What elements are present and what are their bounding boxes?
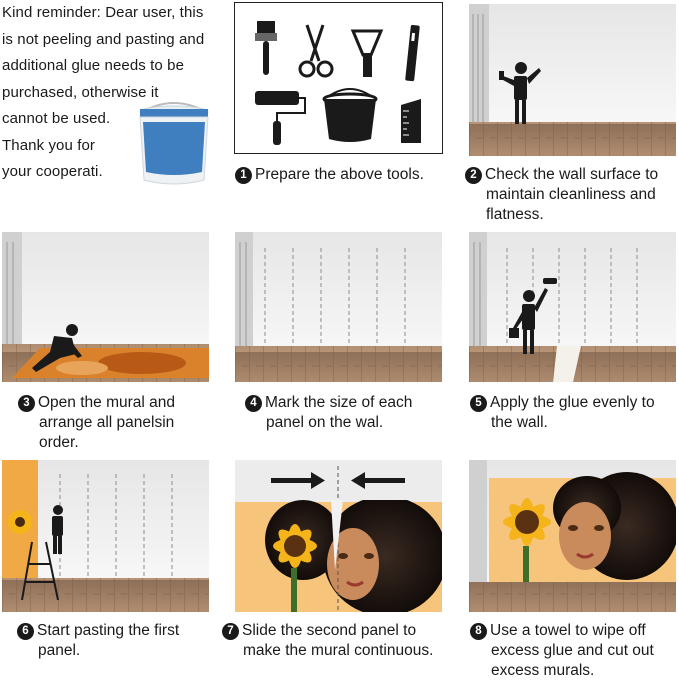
- scraper-icon: [353, 31, 381, 77]
- step-caption-line: Start pasting the first: [37, 622, 180, 639]
- utility-knife-icon: [405, 25, 420, 82]
- step-caption: [470, 621, 654, 680]
- reminder-line: cannot be used.: [2, 110, 111, 127]
- tools-box: [234, 2, 443, 154]
- step-number-badge: 6: [17, 623, 34, 640]
- step-number-badge: 8: [470, 623, 487, 640]
- step-number-badge: 5: [470, 395, 487, 412]
- step-number-badge: 1: [235, 167, 252, 184]
- step6-image: [2, 460, 209, 612]
- step-caption-line: Check the wall surface to: [485, 166, 659, 183]
- step-number-badge: 4: [245, 395, 262, 412]
- step-caption: [245, 393, 412, 433]
- step8-image: [469, 460, 676, 612]
- step-caption: [465, 165, 658, 225]
- step-caption-line: excess glue and cut out: [491, 642, 654, 659]
- brush-icon: [255, 21, 277, 75]
- step-number-badge: 3: [18, 395, 35, 412]
- bucket-icon: [324, 89, 376, 142]
- step-caption: [222, 621, 433, 661]
- step-caption-line: arrange all panelsin: [39, 414, 175, 431]
- reminder-line: Thank you for: [2, 136, 96, 154]
- step-caption-line: maintain cleanliness and: [486, 186, 656, 203]
- glue-bucket-image: [134, 100, 214, 190]
- step-caption-line: Use a towel to wipe off: [490, 622, 646, 639]
- step-caption-line: the wall.: [491, 414, 548, 431]
- step-caption-line: Open the mural and: [38, 394, 176, 411]
- scissors-icon: [300, 25, 332, 76]
- step-caption-line: panel on the wal.: [266, 414, 384, 431]
- step-caption-line: Mark the size of each: [265, 394, 413, 411]
- step-caption-line: make the mural continuous.: [243, 642, 434, 659]
- reminder-line: additional glue needs to be: [2, 57, 185, 74]
- step-caption-line: excess murals.: [491, 662, 595, 679]
- step3-image: [2, 232, 209, 382]
- step-caption: [17, 621, 179, 661]
- step-number-badge: 7: [222, 623, 239, 640]
- reminder-line: purchased, otherwise it: [2, 83, 159, 101]
- reminder-line: your cooperati.: [2, 163, 103, 180]
- step-caption-line: Prepare the above tools.: [255, 166, 424, 183]
- step-caption: [18, 393, 175, 453]
- step-caption-line: Slide the second panel to: [242, 622, 417, 639]
- step-caption: [235, 165, 424, 185]
- step-caption-line: order.: [39, 434, 79, 451]
- reminder-line: Kind reminder: Dear user, this: [2, 4, 204, 21]
- step-caption-line: panel.: [38, 642, 81, 659]
- paint-roller-icon: [255, 91, 305, 145]
- ruler-icon: [401, 99, 421, 143]
- step5-image: [469, 232, 676, 382]
- step-caption-line: Apply the glue evenly to: [490, 394, 655, 411]
- step-caption-line: flatness.: [486, 206, 544, 223]
- step-caption: [470, 393, 655, 433]
- step4-image: [235, 232, 442, 382]
- step7-image: [235, 460, 442, 612]
- reminder-line: is not peeling and pasting and: [2, 30, 205, 48]
- step-number-badge: 2: [465, 167, 482, 184]
- step2-image: [469, 4, 676, 156]
